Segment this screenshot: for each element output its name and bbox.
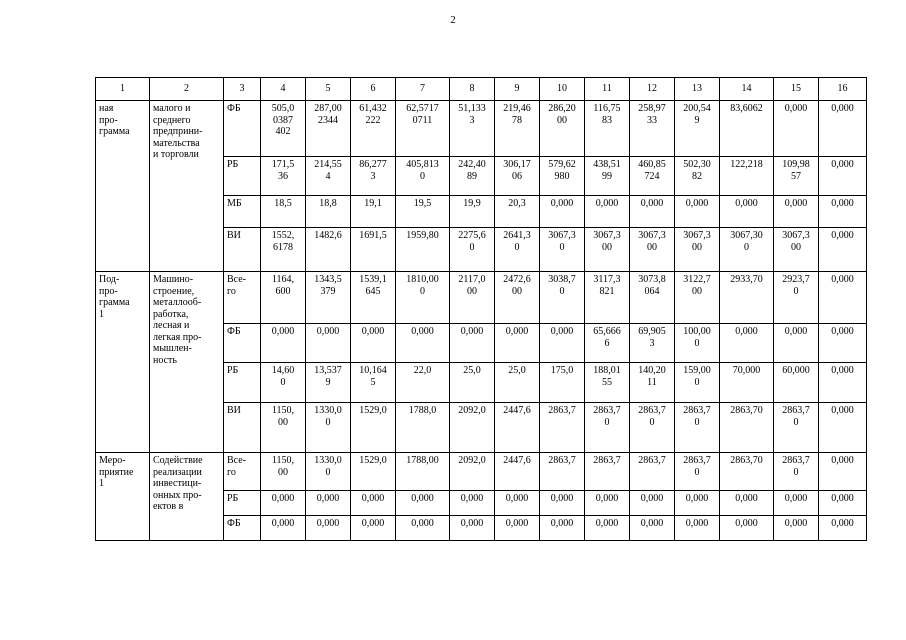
value-cell: 0,000 xyxy=(774,196,819,228)
value-cell: 140,20 11 xyxy=(630,363,675,403)
value-cell: 3067,3 00 xyxy=(774,228,819,272)
value-cell: 19,1 xyxy=(351,196,396,228)
value-cell: 19,5 xyxy=(396,196,450,228)
value-cell: 438,51 99 xyxy=(585,157,630,196)
funding-source-cell: ФБ xyxy=(224,324,261,363)
value-cell: 171,5 36 xyxy=(261,157,306,196)
value-cell: 83,6062 xyxy=(720,101,774,157)
value-cell: 3067,3 00 xyxy=(585,228,630,272)
column-header: 11 xyxy=(585,78,630,101)
value-cell: 0,000 xyxy=(450,516,495,541)
table-body xyxy=(96,101,867,541)
value-cell: 2863,7 0 xyxy=(675,453,720,491)
funding-source-cell: РБ xyxy=(224,491,261,516)
value-cell: 10,164 5 xyxy=(351,363,396,403)
value-cell: 2472,6 00 xyxy=(495,272,540,324)
value-cell: 69,905 3 xyxy=(630,324,675,363)
value-cell: 0,000 xyxy=(450,491,495,516)
value-cell: 0,000 xyxy=(819,363,867,403)
column-header: 1 xyxy=(96,78,150,101)
program-description-cell: Машино- строение, металлооб- работка, лесная и легкая про- мышлен- ность xyxy=(150,272,224,453)
value-cell: 25,0 xyxy=(450,363,495,403)
value-cell: 1150, 00 xyxy=(261,453,306,491)
value-cell: 1330,0 0 xyxy=(306,403,351,453)
value-cell: 0,000 xyxy=(675,196,720,228)
value-cell: 0,000 xyxy=(675,516,720,541)
value-cell: 0,000 xyxy=(351,516,396,541)
funding-source-cell: ФБ xyxy=(224,101,261,157)
funding-source-cell: ФБ xyxy=(224,516,261,541)
value-cell: 200,54 9 xyxy=(675,101,720,157)
value-cell: 3073,8 064 xyxy=(630,272,675,324)
value-cell: 0,000 xyxy=(720,491,774,516)
value-cell: 159,00 0 xyxy=(675,363,720,403)
value-cell: 502,30 82 xyxy=(675,157,720,196)
value-cell: 242,40 89 xyxy=(450,157,495,196)
value-cell: 0,000 xyxy=(630,491,675,516)
value-cell: 2641,3 0 xyxy=(495,228,540,272)
value-cell: 0,000 xyxy=(819,228,867,272)
value-cell: 0,000 xyxy=(351,324,396,363)
value-cell: 3122,7 00 xyxy=(675,272,720,324)
column-header: 16 xyxy=(819,78,867,101)
funding-source-cell: РБ xyxy=(224,157,261,196)
value-cell: 306,17 06 xyxy=(495,157,540,196)
value-cell: 0,000 xyxy=(774,324,819,363)
value-cell: 0,000 xyxy=(819,403,867,453)
value-cell: 1539,1 645 xyxy=(351,272,396,324)
value-cell: 0,000 xyxy=(495,516,540,541)
value-cell: 2933,70 xyxy=(720,272,774,324)
value-cell: 2863,7 0 xyxy=(585,403,630,453)
value-cell: 188,01 55 xyxy=(585,363,630,403)
value-cell: 2275,6 0 xyxy=(450,228,495,272)
value-cell: 61,432 222 xyxy=(351,101,396,157)
value-cell: 2447,6 xyxy=(495,403,540,453)
value-cell: 0,000 xyxy=(261,491,306,516)
table-row xyxy=(96,453,867,491)
value-cell: 0,000 xyxy=(495,324,540,363)
value-cell: 1164, 600 xyxy=(261,272,306,324)
value-cell: 460,85 724 xyxy=(630,157,675,196)
value-cell: 3067,3 00 xyxy=(675,228,720,272)
value-cell: 0,000 xyxy=(306,516,351,541)
value-cell: 0,000 xyxy=(819,453,867,491)
value-cell: 0,000 xyxy=(630,516,675,541)
value-cell: 258,97 33 xyxy=(630,101,675,157)
value-cell: 1482,6 xyxy=(306,228,351,272)
value-cell: 0,000 xyxy=(306,324,351,363)
value-cell: 0,000 xyxy=(819,101,867,157)
value-cell: 70,000 xyxy=(720,363,774,403)
column-header: 8 xyxy=(450,78,495,101)
value-cell: 0,000 xyxy=(774,101,819,157)
value-cell: 2863,7 xyxy=(630,453,675,491)
value-cell: 175,0 xyxy=(540,363,585,403)
value-cell: 0,000 xyxy=(720,324,774,363)
column-header: 6 xyxy=(351,78,396,101)
value-cell: 0,000 xyxy=(720,516,774,541)
value-cell: 0,000 xyxy=(306,491,351,516)
value-cell: 22,0 xyxy=(396,363,450,403)
program-description-cell: малого и среднего предприни- мательства и торговли xyxy=(150,101,224,272)
value-cell: 3038,7 0 xyxy=(540,272,585,324)
value-cell: 1788,00 xyxy=(396,453,450,491)
funding-source-cell: РБ xyxy=(224,363,261,403)
program-name-cell: Меро- приятие 1 xyxy=(96,453,150,541)
value-cell: 13,537 9 xyxy=(306,363,351,403)
value-cell: 2863,7 0 xyxy=(774,453,819,491)
table-header xyxy=(96,78,867,101)
value-cell: 1552, 6178 xyxy=(261,228,306,272)
value-cell: 2923,7 0 xyxy=(774,272,819,324)
value-cell: 0,000 xyxy=(396,324,450,363)
value-cell: 116,75 83 xyxy=(585,101,630,157)
value-cell: 0,000 xyxy=(585,196,630,228)
program-name-cell: Под- про- грамма 1 xyxy=(96,272,150,453)
value-cell: 3067,3 00 xyxy=(630,228,675,272)
funding-source-cell: Все- го xyxy=(224,272,261,324)
value-cell: 0,000 xyxy=(351,491,396,516)
budget-table xyxy=(95,77,867,541)
value-cell: 505,0 0387 402 xyxy=(261,101,306,157)
value-cell: 0,000 xyxy=(396,491,450,516)
value-cell: 0,000 xyxy=(396,516,450,541)
value-cell: 0,000 xyxy=(630,196,675,228)
value-cell: 0,000 xyxy=(540,491,585,516)
value-cell: 214,55 4 xyxy=(306,157,351,196)
funding-source-cell: ВИ xyxy=(224,228,261,272)
value-cell: 0,000 xyxy=(540,324,585,363)
column-header: 10 xyxy=(540,78,585,101)
value-cell: 60,000 xyxy=(774,363,819,403)
column-header: 5 xyxy=(306,78,351,101)
value-cell: 0,000 xyxy=(774,491,819,516)
value-cell: 0,000 xyxy=(819,324,867,363)
funding-source-cell: МБ xyxy=(224,196,261,228)
value-cell: 100,00 0 xyxy=(675,324,720,363)
value-cell: 2447,6 xyxy=(495,453,540,491)
program-description-cell: Содействие реализации инвестици- онных про- ектов в xyxy=(150,453,224,541)
value-cell: 579,62 980 xyxy=(540,157,585,196)
value-cell: 65,666 6 xyxy=(585,324,630,363)
column-header: 15 xyxy=(774,78,819,101)
value-cell: 3067,30 0 xyxy=(720,228,774,272)
value-cell: 2863,7 0 xyxy=(774,403,819,453)
value-cell: 51,133 3 xyxy=(450,101,495,157)
table-row xyxy=(96,272,867,324)
value-cell: 0,000 xyxy=(720,196,774,228)
value-cell: 1691,5 xyxy=(351,228,396,272)
value-cell: 1343,5 379 xyxy=(306,272,351,324)
value-cell: 109,98 57 xyxy=(774,157,819,196)
header-row xyxy=(96,78,867,101)
column-header: 2 xyxy=(150,78,224,101)
value-cell: 2863,7 xyxy=(540,403,585,453)
value-cell: 0,000 xyxy=(675,491,720,516)
value-cell: 1529,0 xyxy=(351,403,396,453)
value-cell: 286,20 00 xyxy=(540,101,585,157)
value-cell: 1330,0 0 xyxy=(306,453,351,491)
value-cell: 0,000 xyxy=(261,516,306,541)
value-cell: 0,000 xyxy=(819,157,867,196)
column-header: 4 xyxy=(261,78,306,101)
value-cell: 3117,3 821 xyxy=(585,272,630,324)
value-cell: 18,5 xyxy=(261,196,306,228)
value-cell: 0,000 xyxy=(261,324,306,363)
funding-source-cell: Все- го xyxy=(224,453,261,491)
value-cell: 18,8 xyxy=(306,196,351,228)
value-cell: 25,0 xyxy=(495,363,540,403)
value-cell: 1529,0 xyxy=(351,453,396,491)
value-cell: 86,277 3 xyxy=(351,157,396,196)
value-cell: 0,000 xyxy=(495,491,540,516)
value-cell: 0,000 xyxy=(819,491,867,516)
value-cell: 0,000 xyxy=(774,516,819,541)
column-header: 13 xyxy=(675,78,720,101)
value-cell: 0,000 xyxy=(819,272,867,324)
value-cell: 122,218 xyxy=(720,157,774,196)
value-cell: 20,3 xyxy=(495,196,540,228)
table-row xyxy=(96,101,867,157)
value-cell: 14,60 0 xyxy=(261,363,306,403)
value-cell: 2863,70 xyxy=(720,403,774,453)
value-cell: 219,46 78 xyxy=(495,101,540,157)
value-cell: 0,000 xyxy=(540,516,585,541)
column-header: 12 xyxy=(630,78,675,101)
value-cell: 1959,80 xyxy=(396,228,450,272)
value-cell: 3067,3 0 xyxy=(540,228,585,272)
value-cell: 2117,0 00 xyxy=(450,272,495,324)
value-cell: 2863,7 0 xyxy=(675,403,720,453)
value-cell: 2863,7 xyxy=(540,453,585,491)
value-cell: 0,000 xyxy=(450,324,495,363)
value-cell: 2863,7 xyxy=(585,453,630,491)
value-cell: 0,000 xyxy=(819,196,867,228)
value-cell: 19,9 xyxy=(450,196,495,228)
value-cell: 405,813 0 xyxy=(396,157,450,196)
value-cell: 1150, 00 xyxy=(261,403,306,453)
value-cell: 0,000 xyxy=(585,516,630,541)
value-cell: 0,000 xyxy=(819,516,867,541)
value-cell: 0,000 xyxy=(540,196,585,228)
value-cell: 1788,0 xyxy=(396,403,450,453)
column-header: 3 xyxy=(224,78,261,101)
value-cell: 0,000 xyxy=(585,491,630,516)
funding-source-cell: ВИ xyxy=(224,403,261,453)
column-header: 7 xyxy=(396,78,450,101)
value-cell: 2092,0 xyxy=(450,403,495,453)
program-name-cell: ная про- грамма xyxy=(96,101,150,272)
value-cell: 287,00 2344 xyxy=(306,101,351,157)
column-header: 14 xyxy=(720,78,774,101)
value-cell: 2092,0 xyxy=(450,453,495,491)
value-cell: 62,5717 0711 xyxy=(396,101,450,157)
column-header: 9 xyxy=(495,78,540,101)
page-number: 2 xyxy=(450,14,456,26)
value-cell: 1810,00 0 xyxy=(396,272,450,324)
value-cell: 2863,7 0 xyxy=(630,403,675,453)
value-cell: 2863,70 xyxy=(720,453,774,491)
